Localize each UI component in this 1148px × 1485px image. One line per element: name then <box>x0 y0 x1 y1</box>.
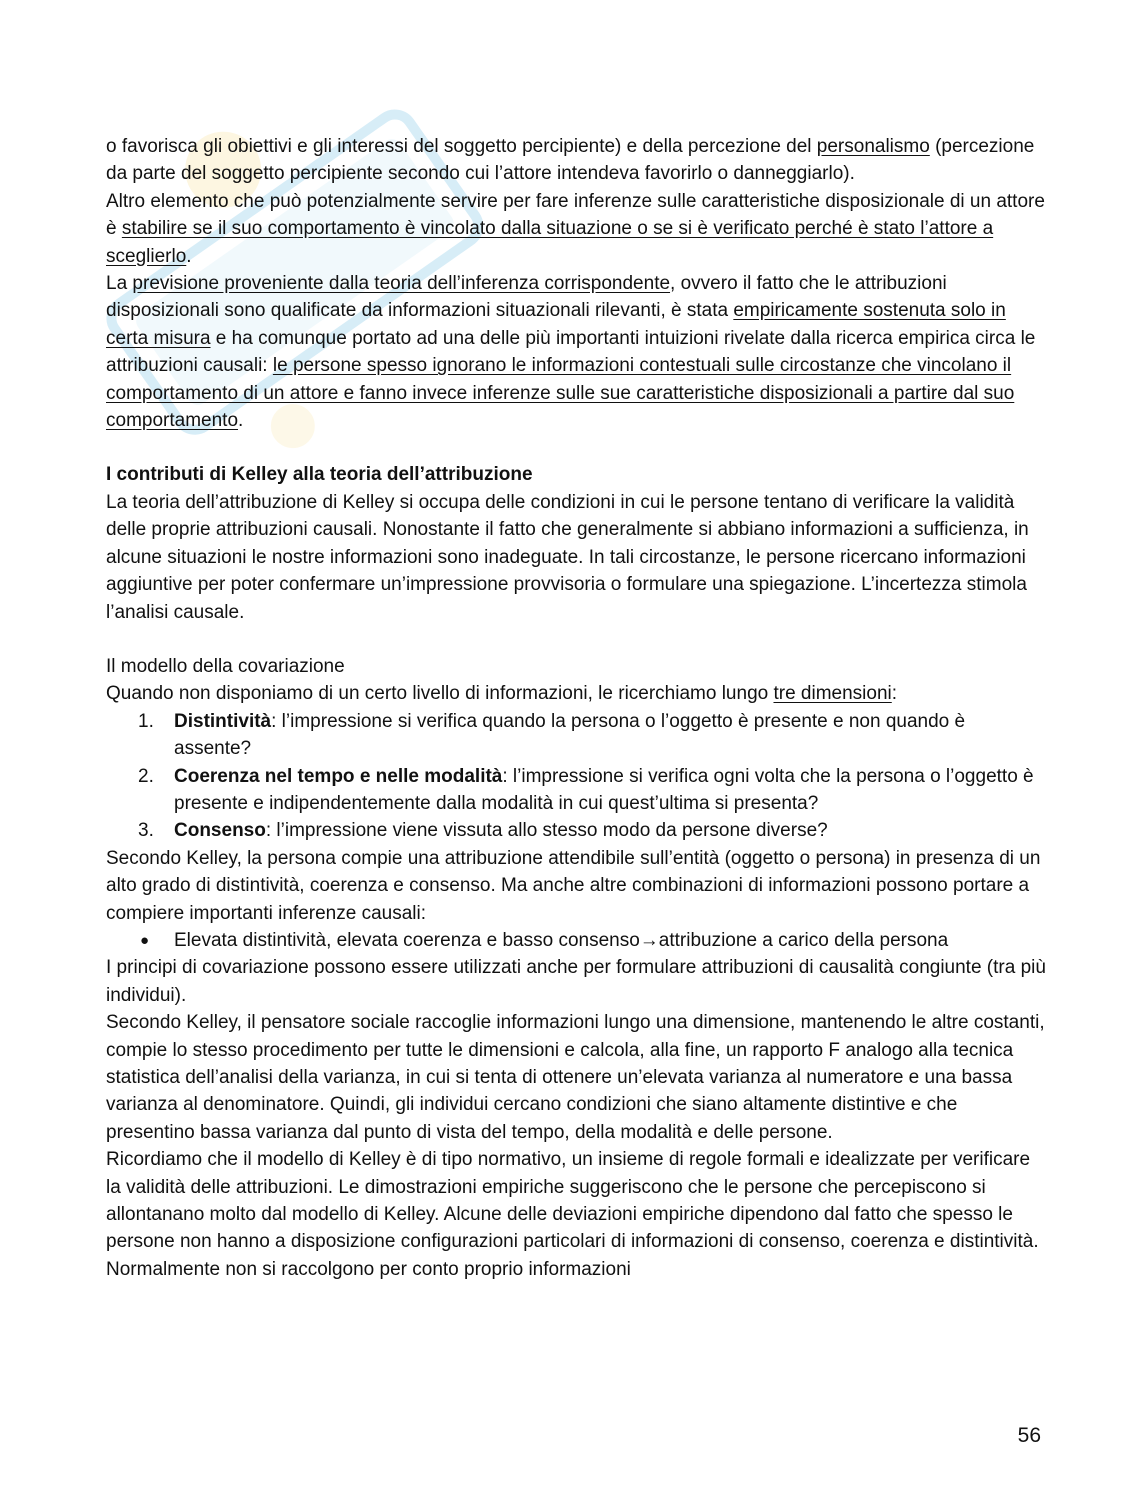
page-number: 56 <box>1017 1424 1041 1447</box>
paragraph: La teoria dell’attribuzione di Kelley si occupa delle condizioni in cui le persone tentano di verificare la validità delle proprie attribuzioni causali. Nonostante il fatto che generalmente si abbiano informazioni a sufficienza, in alcune situazioni le nostre informazioni sono inadeguate. In tali circostanze, le persone ricercano informazioni aggiuntive per poter confermare un’impressione provvisoria o formulare una spiegazione. L’incertezza stimola l’analisi causale. <box>106 491 1029 623</box>
paragraph: o favorisca gli obiettivi e gli interessi del soggetto percipiente) e della percezione del personalismo (percezione da parte del soggetto percipiente secondo cui l’attore intendeva favorirlo o danneggiarlo). <box>106 136 1035 185</box>
underlined-text: stabilire se il suo comportamento è vincolato dalla situazione o se si è verificato perché è stato l’attore a sceglierlo <box>106 218 994 267</box>
paragraph: Secondo Kelley, il pensatore sociale raccoglie informazioni lungo una dimensione, mantenendo le altre costanti, compie lo stesso procedimento per tutte le dimensioni e calcola, alla fine, un rapporto F analogo alla tecnica statistica dell’analisi della varianza, in cui si tenta di ottenere un’elevata varianza al numeratore e una bassa varianza al denominatore. Quindi, gli individui cercano condizioni che siano altamente distintive e che presentino bassa varianza dal punto di vista del tempo, della modalità e delle persone. <box>106 1012 1045 1143</box>
paragraph: Altro elemento che può potenzialmente servire per fare inferenze sulle caratteristiche disposizionale di un attore è stabilire se il suo comportamento è vincolato dalla situazione o se si è verificato perché è stato l’attore a sceglierlo. <box>106 190 1045 267</box>
bullet-list <box>106 927 1046 954</box>
document-body <box>106 133 1046 1283</box>
bullet-icon: ● <box>140 931 150 949</box>
underlined-text: le persone spesso ignorano le informazioni contestuali sulle circostanze che vincolano il comportamento di un attore e fanno invece inferenze sulle sue caratteristiche disposizionali a partire dal suo comportamento <box>106 355 1015 432</box>
list-item: ● Elevata distintività, elevata coerenza e basso consenso→attribuzione a carico della persona <box>106 927 1046 954</box>
subsection-heading: Il modello della covariazione <box>106 655 345 677</box>
paragraph: Ricordiamo che il modello di Kelley è di tipo normativo, un insieme di regole formali e idealizzate per verificare la validità delle attribuzioni. Le dimostrazioni empiriche suggeriscono che le persone che percepiscono si allontanano molto dal modello di Kelley. Alcune delle deviazioni empiriche dipendono dal fatto che spesso le persone non hanno a disposizione configurazioni particolari di informazioni di consenso, coerenza e distintività. Normalmente non si raccolgono per conto proprio informazioni <box>106 1149 1039 1280</box>
underlined-text: empiricamente sostenuta solo in certa misura <box>106 300 1006 349</box>
section-heading: I contributi di Kelley alla teoria dell’attribuzione <box>106 464 533 486</box>
paragraph: La previsione proveniente dalla teoria dell’inferenza corrispondente, ovvero il fatto che le attribuzioni disposizionali sono qualificate da informazioni situazionali rilevanti, è stata empiricamente sostenuta solo in certa misura e ha comunque portato ad una delle più importanti intuizioni rivelate dalla ricerca empirica circa le attribuzioni causali: le persone spesso ignorano le informazioni contestuali sulle circostanze che vincolano il comportamento di un attore e fanno invece inferenze sulle sue caratteristiche disposizionali a partire dal suo comportamento. <box>106 273 1036 432</box>
underlined-text: previsione proveniente dalla teoria dell’inferenza corrispondente <box>132 273 671 295</box>
underlined-text: personalismo <box>816 136 930 157</box>
numbered-list <box>106 708 1046 845</box>
paragraph: I principi di covariazione possono essere utilizzati anche per formulare attribuzioni di causalità congiunte (tra più individui). <box>106 957 1046 1006</box>
list-item: 2. Coerenza nel tempo e nelle modalità: l’impressione si verifica ogni volta che la persona o l’oggetto è presente e indipendentemente dalla modalità in cui quest’ultima si presenta? <box>138 765 1034 814</box>
list-item: 1. Distintività: l’impressione si verifica quando la persona o l’oggetto è presente e non quando è assente? <box>138 710 966 760</box>
underlined-text: tre dimensioni <box>773 683 892 705</box>
arrow-icon: → <box>639 929 659 951</box>
list-item: 3. Consenso: l’impressione viene vissuta allo stesso modo da persone diverse? <box>138 820 828 842</box>
paragraph: Secondo Kelley, la persona compie una attribuzione attendibile sull’entità (oggetto o persona) in presenza di un alto grado di distintività, coerenza e consenso. Ma anche altre combinazioni di informazioni possono portare a compiere importanti inferenze causali: <box>106 847 1041 924</box>
paragraph: Quando non disponiamo di un certo livello di informazioni, le ricerchiamo lungo tre dimensioni: <box>106 683 898 705</box>
